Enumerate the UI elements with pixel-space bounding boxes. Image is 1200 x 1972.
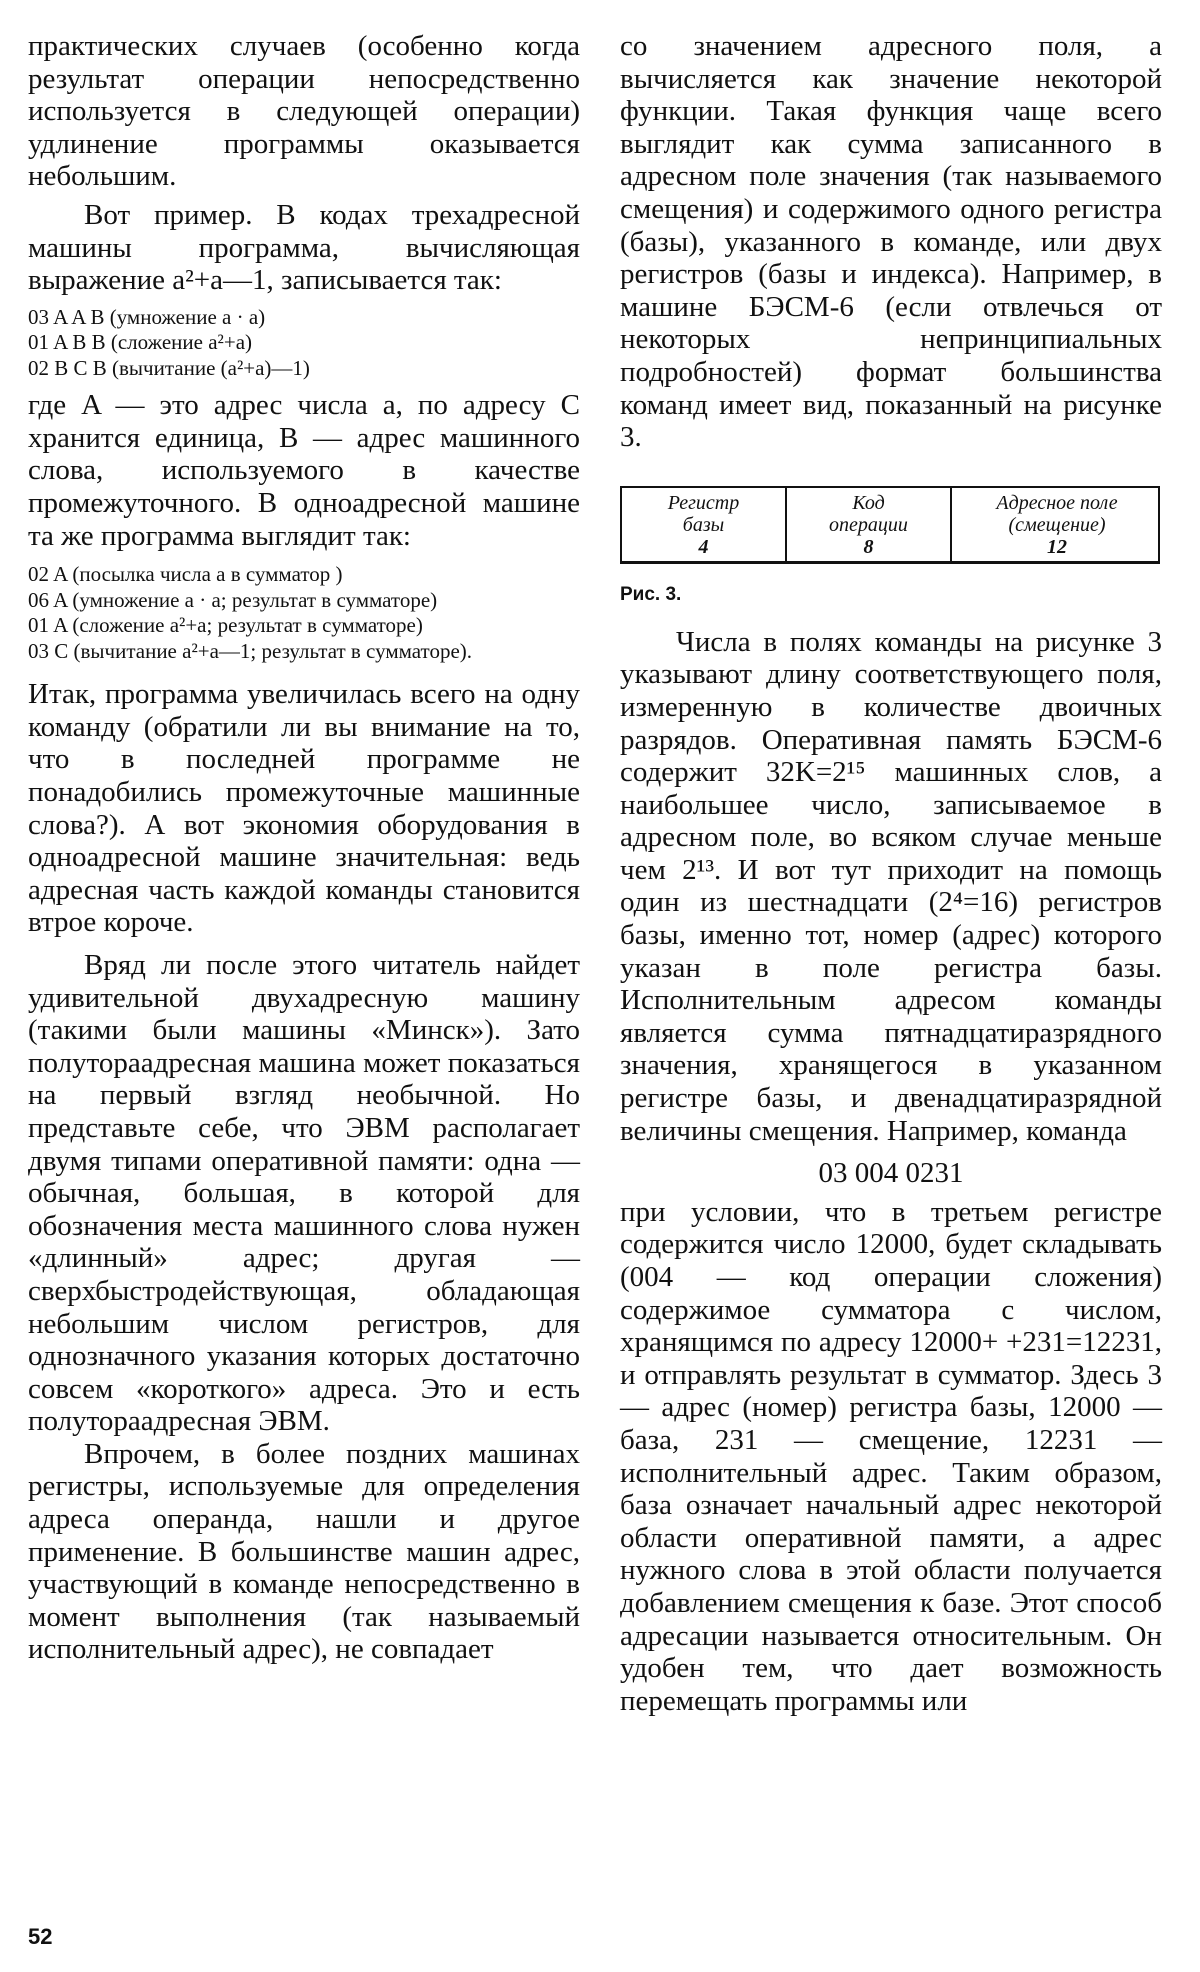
paragraph: Впрочем, в более поздних машинах регистры, используемые для определения адреса операнда, нашли и другое применение. В большинстве машин адрес, участвующий в команде непосредственно в момент выполнения (так называемый исполнительный адрес), не совпадает bbox=[28, 1437, 580, 1666]
paragraph: при условии, что в третьем регистре содержится число 12000, будет складывать (004 — код операции сложения) содержимое сумматора с числом, хранящимся по адресу 12000+ +231=12231, и отправлять результат в сумматор. Здесь 3 — адрес (номер) регистра базы, 12000 — база, 231 — смещение, 12231 — исполнительный адрес. Таким образом, база означает начальный адрес некоторой области оперативной памяти, а адрес нужного слова в этой области получается добавлением смещения к базе. Этот способ адресации называется относительным. Он удобен тем, что дает возможность перемещать программы или bbox=[620, 1195, 1162, 1717]
code-line: 01 A (сложение a²+a; результат в сумматоре) bbox=[28, 613, 423, 638]
code-line: 06 A (умножение a · a; результат в сумматоре) bbox=[28, 587, 438, 612]
field-bits: 4 bbox=[698, 535, 709, 558]
code-listing-one-address bbox=[28, 562, 580, 664]
right-column bbox=[620, 30, 1162, 1717]
paragraph: Итак, программа увеличилась всего на одну команду (обратили ли вы внимание на то, что в последней программе не понадобились промежуточные машинные слова?). А вот экономия оборудования в одноадресной машине значительная: ведь адресная часть каждой команды становится втрое короче. bbox=[28, 678, 580, 939]
paragraph: Числа в полях команды на рисунке 3 указывают длину соответствующего поля, измеренную в количестве двоичных разрядов. Оперативная память БЭСМ-6 содержит 32K=2¹⁵ машинных слов, а наибольшее число, записываемое в адресном поле, во всяком случае меньше чем 2¹³. И вот тут приходит на помощь один из шестнадцати (2⁴=16) регистров базы, именно тот, номер (адрес) которого указан в поле регистра базы. Исполнительным адресом команды является сумма пятнадцатиразрядного значения, хранящегося в указанном регистре базы, и двенадцатиразрядной величины смещения. Например, команда bbox=[620, 625, 1162, 1147]
field-label: (смещение) bbox=[1008, 513, 1106, 536]
figure-field-opcode bbox=[787, 488, 952, 561]
paragraph: практических случаев (особенно когда результат операции непосредственно используется в следующей операции) удлинение программы оказывается небольшим. bbox=[28, 30, 580, 193]
code-line: 02 A (посылка числа a в сумматор ) bbox=[28, 562, 343, 587]
paragraph: со значением адресного поля, а вычисляется как значение некоторой функции. Такая функция чаще всего выглядит как сумма записанного в адресном поле значения (так называемого смещения) и содержимого одного регистра (базы), указанного в команде, или двух регистров (базы и индекса). Например, в машине БЭСМ-6 (если отвлечься от некоторых непринципиальных подробностей) формат большинства команд имеет вид, показанный на рисунке 3. bbox=[620, 30, 1162, 454]
paragraph: где A — это адрес числа a, по адресу C хранится единица, B — адрес машинного слова, используемого в качестве промежуточного. В одноадресной машине та же программа выглядит так: bbox=[28, 389, 580, 552]
field-label: Адресное поле bbox=[996, 491, 1118, 514]
paragraph: Вряд ли после этого читатель найдет удивительной двухадресную машину (такими были машины «Минск»). Зато полутораадресная машина может показаться на первый взгляд необычной. Но представьте себе, что ЭВМ располагает двумя типами оперативной памяти: одна — обычная, большая, в которой для обозначения места машинного слова нужен «длинный» адрес; другая — сверхбыстродействующая, обладающая небольшим числом регистров, для однозначного указания которых достаточно совсем «короткого» адреса. Это и есть полутораадресная ЭВМ. bbox=[28, 948, 580, 1438]
code-listing-three-address bbox=[28, 305, 580, 382]
command-format-figure bbox=[620, 486, 1160, 564]
field-label: Регистр bbox=[667, 491, 740, 514]
figure-field-address bbox=[952, 488, 1162, 561]
code-line: 02 B C B (вычитание (a²+a)—1) bbox=[28, 355, 310, 380]
page-number: 52 bbox=[28, 1924, 53, 1949]
field-bits: 8 bbox=[863, 535, 874, 558]
example-command: 03 004 0231 bbox=[818, 1157, 964, 1190]
left-column bbox=[28, 30, 580, 1666]
figure-caption: Рис. 3. bbox=[620, 583, 682, 605]
code-line: 01 A B B (сложение a²+a) bbox=[28, 330, 253, 355]
code-line: 03 C (вычитание a²+a—1; результат в сумматоре). bbox=[28, 638, 473, 663]
field-label: Код bbox=[852, 491, 885, 514]
paragraph: Вот пример. В кодах трехадресной машины программа, вычисляющая выражение a²+a—1, записывается так: bbox=[28, 198, 580, 297]
code-line: 03 A A B (умножение a · a) bbox=[28, 304, 266, 329]
field-label: базы bbox=[682, 513, 725, 536]
field-bits: 12 bbox=[1047, 535, 1067, 558]
figure-field-base-register bbox=[622, 488, 787, 561]
field-label: операции bbox=[829, 513, 908, 536]
